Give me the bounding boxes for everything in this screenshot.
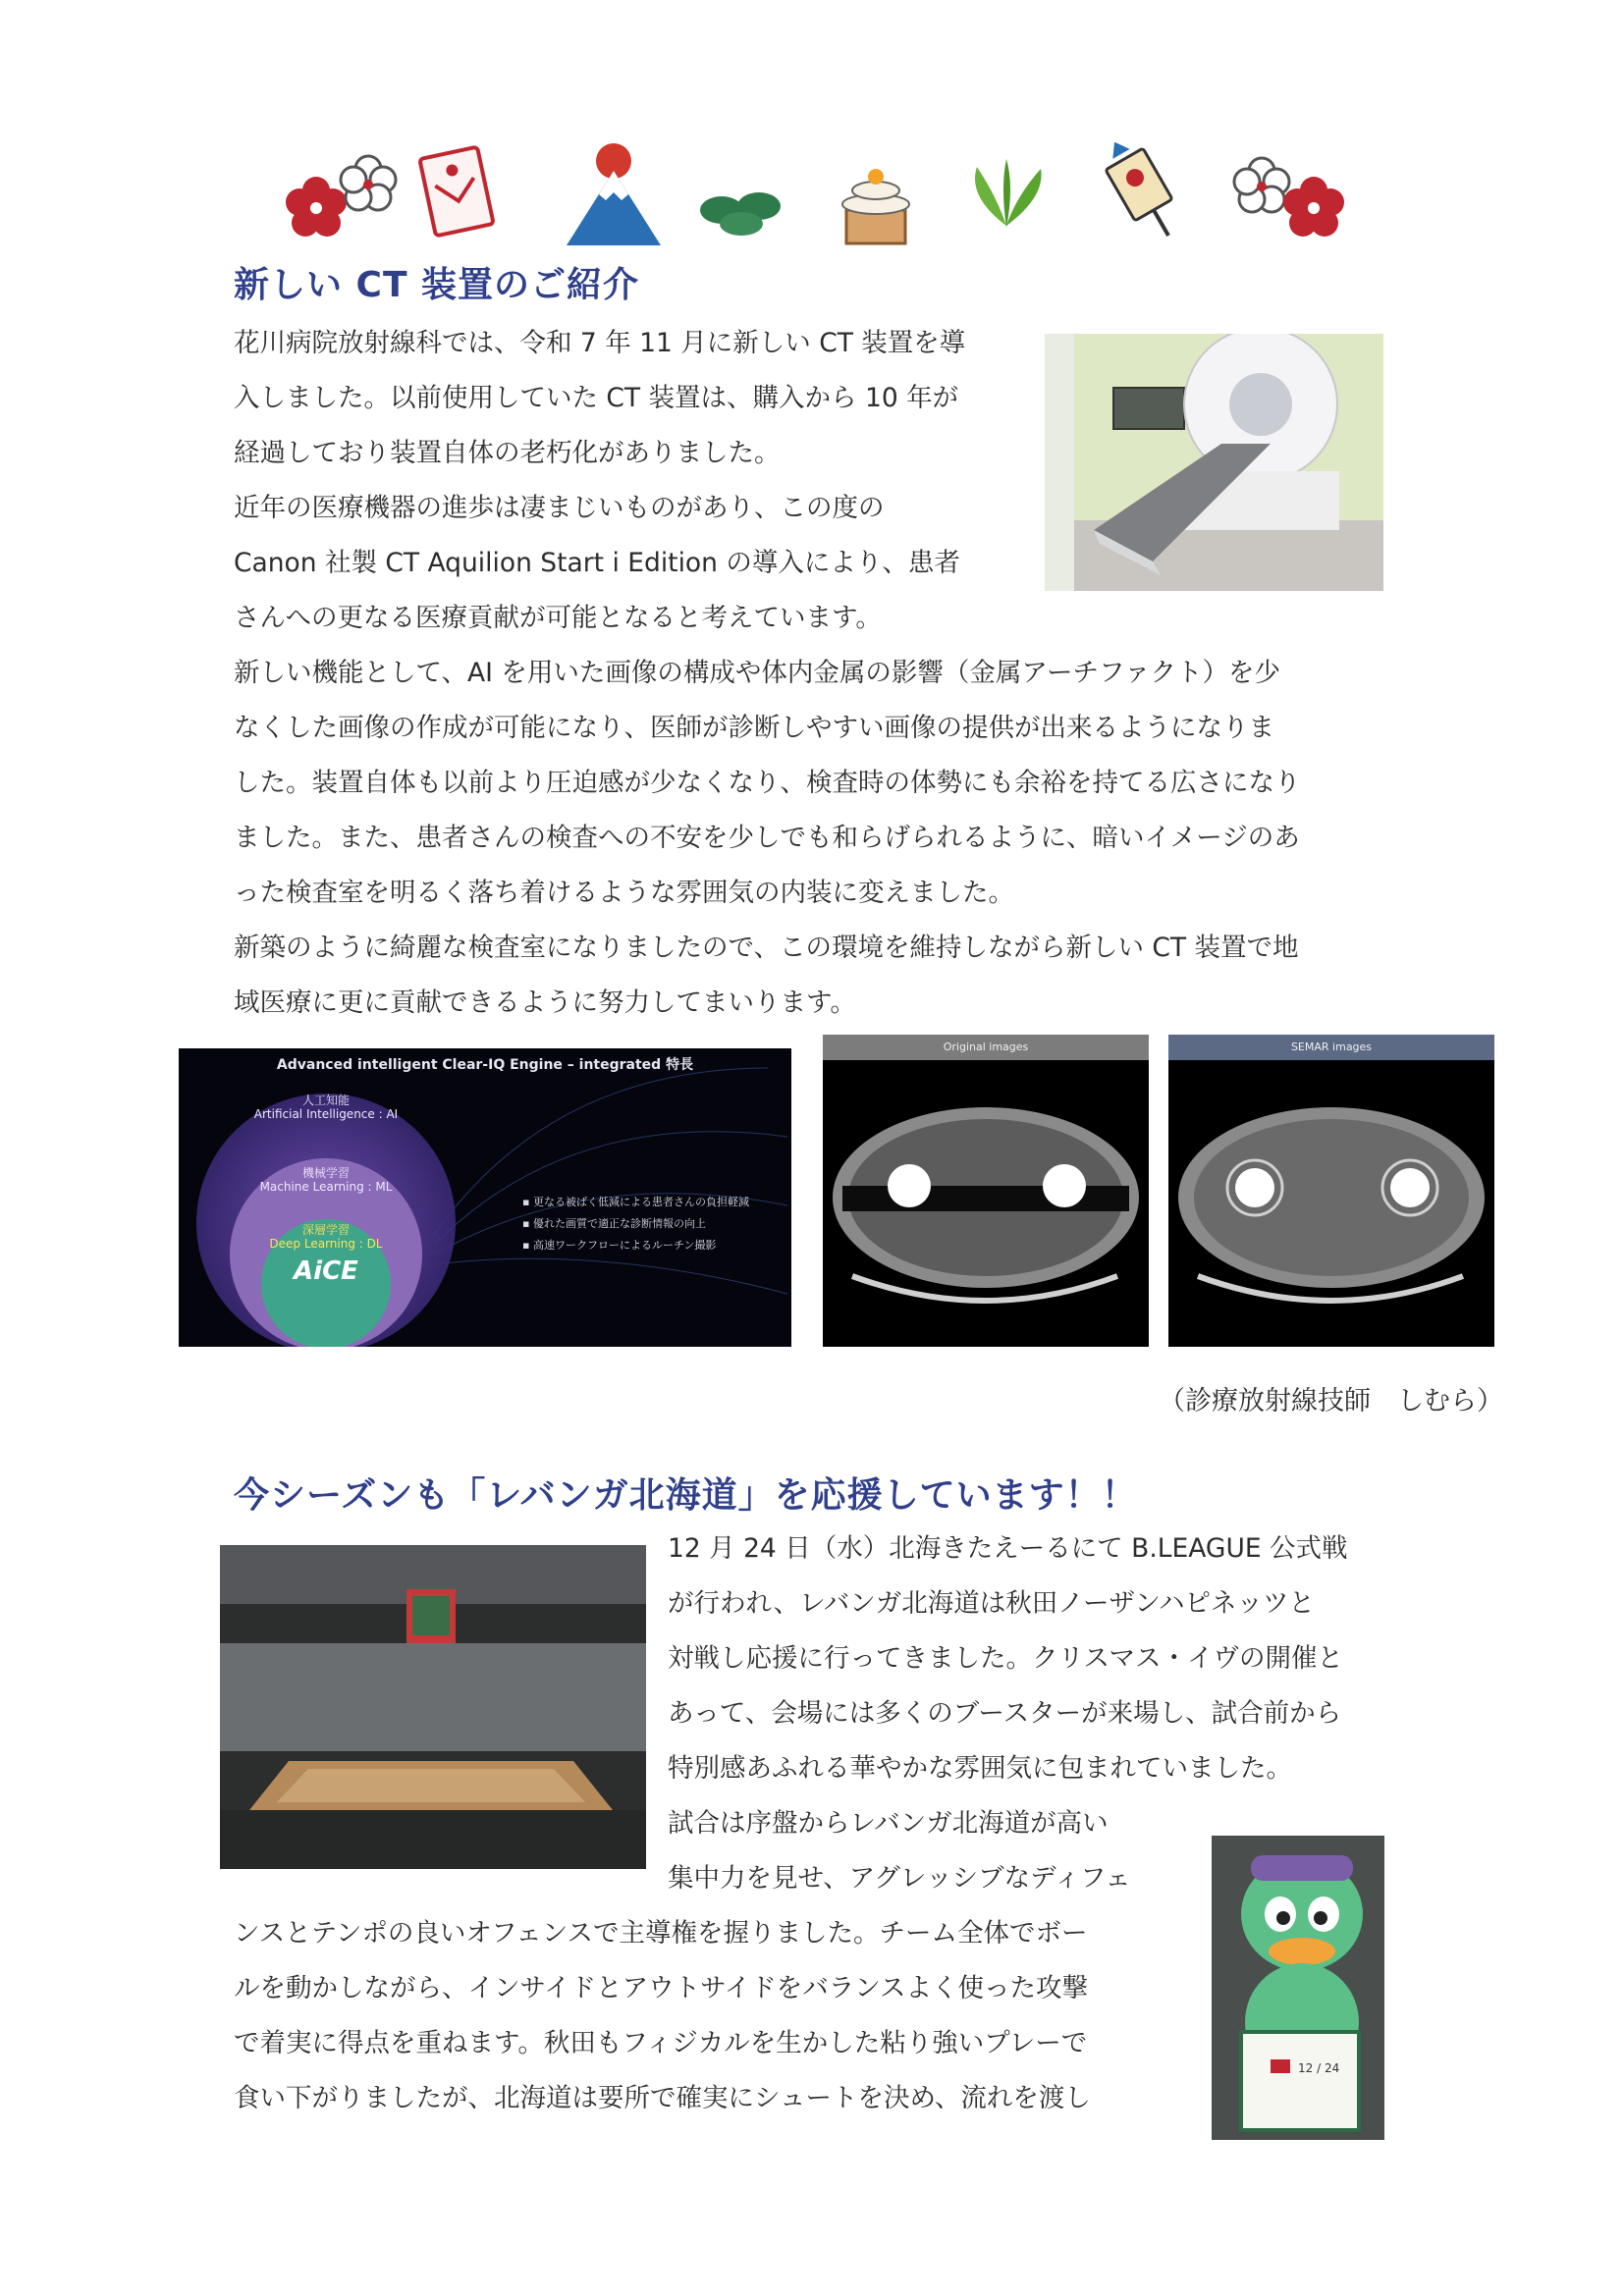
- game-report-paragraph-top: [668, 1522, 1348, 1796]
- text-line: 新築のように綺麗な検査室になりましたので、この環境を維持しながら新しい CT 装置で地: [234, 933, 1299, 963]
- text-line: さんへの更なる医療貢献が可能となると考えています。: [234, 603, 882, 633]
- aice-bullet: ▪ 更なる被ばく低減による患者さんの負担軽減: [522, 1196, 749, 1208]
- bamboo-leaves-icon: [975, 159, 1042, 228]
- text-line: 経過しており装置自体の老朽化がありました。: [234, 438, 781, 468]
- lucky-arrow-icon: [1096, 137, 1187, 245]
- white-plum-blossom-icon: [341, 156, 396, 210]
- ai-label-en: Artificial Intelligence : AI: [253, 1107, 399, 1121]
- original-ct-image: [823, 1035, 1149, 1347]
- text-line: 試合は序盤からレバンガ北海道が高い: [668, 1808, 1109, 1839]
- plum-blossom-icon: [286, 177, 347, 237]
- aice-bullet: ▪ 優れた画質で適正な診断情報の向上: [522, 1217, 706, 1230]
- text-line: 入しました。以前使用していた CT 装置は、購入から 10 年が: [234, 383, 959, 413]
- aice-bullet-list: [522, 1192, 749, 1256]
- game-report-paragraph-mid: [668, 1796, 1131, 1906]
- text-line: した。装置自体も以前より圧迫感が少なくなり、検査時の体勢にも余裕を持てる広さになり: [234, 768, 1301, 798]
- text-line: ました。また、患者さんの検査への不安を少しでも和らげられるように、暗いイメージのあ: [234, 823, 1300, 853]
- text-line: 集中力を見せ、アグレッシブなディフェ: [668, 1863, 1131, 1894]
- ai-label-jp: 人工知能: [301, 1094, 350, 1107]
- section-title-ct: 新しい CT 装置のご紹介: [234, 265, 640, 305]
- ml-label-jp: 機械学習: [301, 1166, 350, 1180]
- aice-logo: AiCE: [294, 1256, 358, 1286]
- text-line: なくした画像の作成が可能になり、医師が診断しやすい画像の提供が出来るようになりま: [234, 713, 1274, 743]
- text-line: ンスとテンポの良いオフェンスで主導権を握りました。チーム全体でボー: [234, 1918, 1088, 1949]
- pine-branch-icon: [700, 192, 781, 236]
- mascot-sign-date: 12 / 24: [1298, 2061, 1340, 2075]
- aice-heading: Advanced intelligent Clear-IQ Engine – integrated 特長: [276, 1057, 694, 1073]
- basketball-arena-photo: [220, 1545, 646, 1869]
- text-line: で着実に得点を重ねます。秋田もフィジカルを生かした粘り強いプレーで: [234, 2028, 1088, 2058]
- semar-images-label: SEMAR images: [1168, 1035, 1494, 1060]
- text-line: Canon 社製 CT Aquilion Start i Edition の導入により、患者: [234, 548, 960, 578]
- aice-bullet: ▪ 高速ワークフローによるルーチン撮影: [522, 1239, 717, 1252]
- aice-engine-slide: [179, 1048, 791, 1347]
- mount-fuji-icon: [567, 143, 661, 245]
- text-line: ルを動かしながら、インサイドとアウトサイドをバランスよく使った攻撃: [234, 1973, 1088, 2003]
- text-line: が行われ、レバンガ北海道は秋田ノーザンハピネッツと: [668, 1588, 1316, 1619]
- dl-label-jp: 深層学習: [301, 1223, 350, 1237]
- team-mascot-photo: [1212, 1836, 1384, 2140]
- text-line: 食い下がりましたが、北海道は要所で確実にシュートを決め、流れを渡し: [234, 2083, 1091, 2113]
- ct-features-paragraph: [234, 646, 1301, 1031]
- text-line: あって、会場には多くのブースターが来場し、試合前から: [668, 1698, 1342, 1729]
- author-credit: （診療放射線技師 しむら）: [1159, 1386, 1503, 1416]
- semar-ct-image: [1168, 1035, 1494, 1347]
- text-line: 特別感あふれる華やかな雰囲気に包まれていました。: [668, 1753, 1292, 1784]
- section-title-levanga: 今シーズンも「レバンガ北海道」を応援しています！！: [234, 1475, 1138, 1516]
- new-year-decoration-row: [275, 137, 1355, 245]
- text-line: 近年の医療機器の進歩は凄まじいものがあり、この度の: [234, 493, 885, 523]
- game-report-paragraph-bottom: [234, 1906, 1091, 2126]
- text-line: 12 月 24 日（水）北海きたえーるにて B.LEAGUE 公式戦: [668, 1533, 1348, 1564]
- white-plum-blossom-icon: [1234, 158, 1289, 212]
- text-line: った検査室を明るく落ち着けるような雰囲気の内装に変えました。: [234, 878, 1014, 908]
- original-images-label: Original images: [823, 1035, 1149, 1060]
- ct-scanner-photo: [1045, 334, 1383, 591]
- ml-label-en: Machine Learning : ML: [259, 1180, 393, 1194]
- text-line: 域医療に更に貢献できるように努力してまいります。: [234, 988, 856, 1018]
- text-line: 新しい機能として、AI を用いた画像の構成や体内金属の影響（金属アーチファクト）を少: [234, 658, 1281, 688]
- plum-blossom-icon: [1283, 177, 1344, 237]
- dl-label-en: Deep Learning : DL: [269, 1237, 383, 1251]
- kagami-mochi-icon: [842, 169, 909, 243]
- text-line: 対戦し応援に行ってきました。クリスマス・イヴの開催と: [668, 1643, 1343, 1674]
- ct-intro-paragraph: [234, 316, 965, 646]
- gift-envelope-icon: [419, 147, 493, 237]
- text-line: 花川病院放射線科では、令和 7 年 11 月に新しい CT 装置を導: [234, 328, 966, 358]
